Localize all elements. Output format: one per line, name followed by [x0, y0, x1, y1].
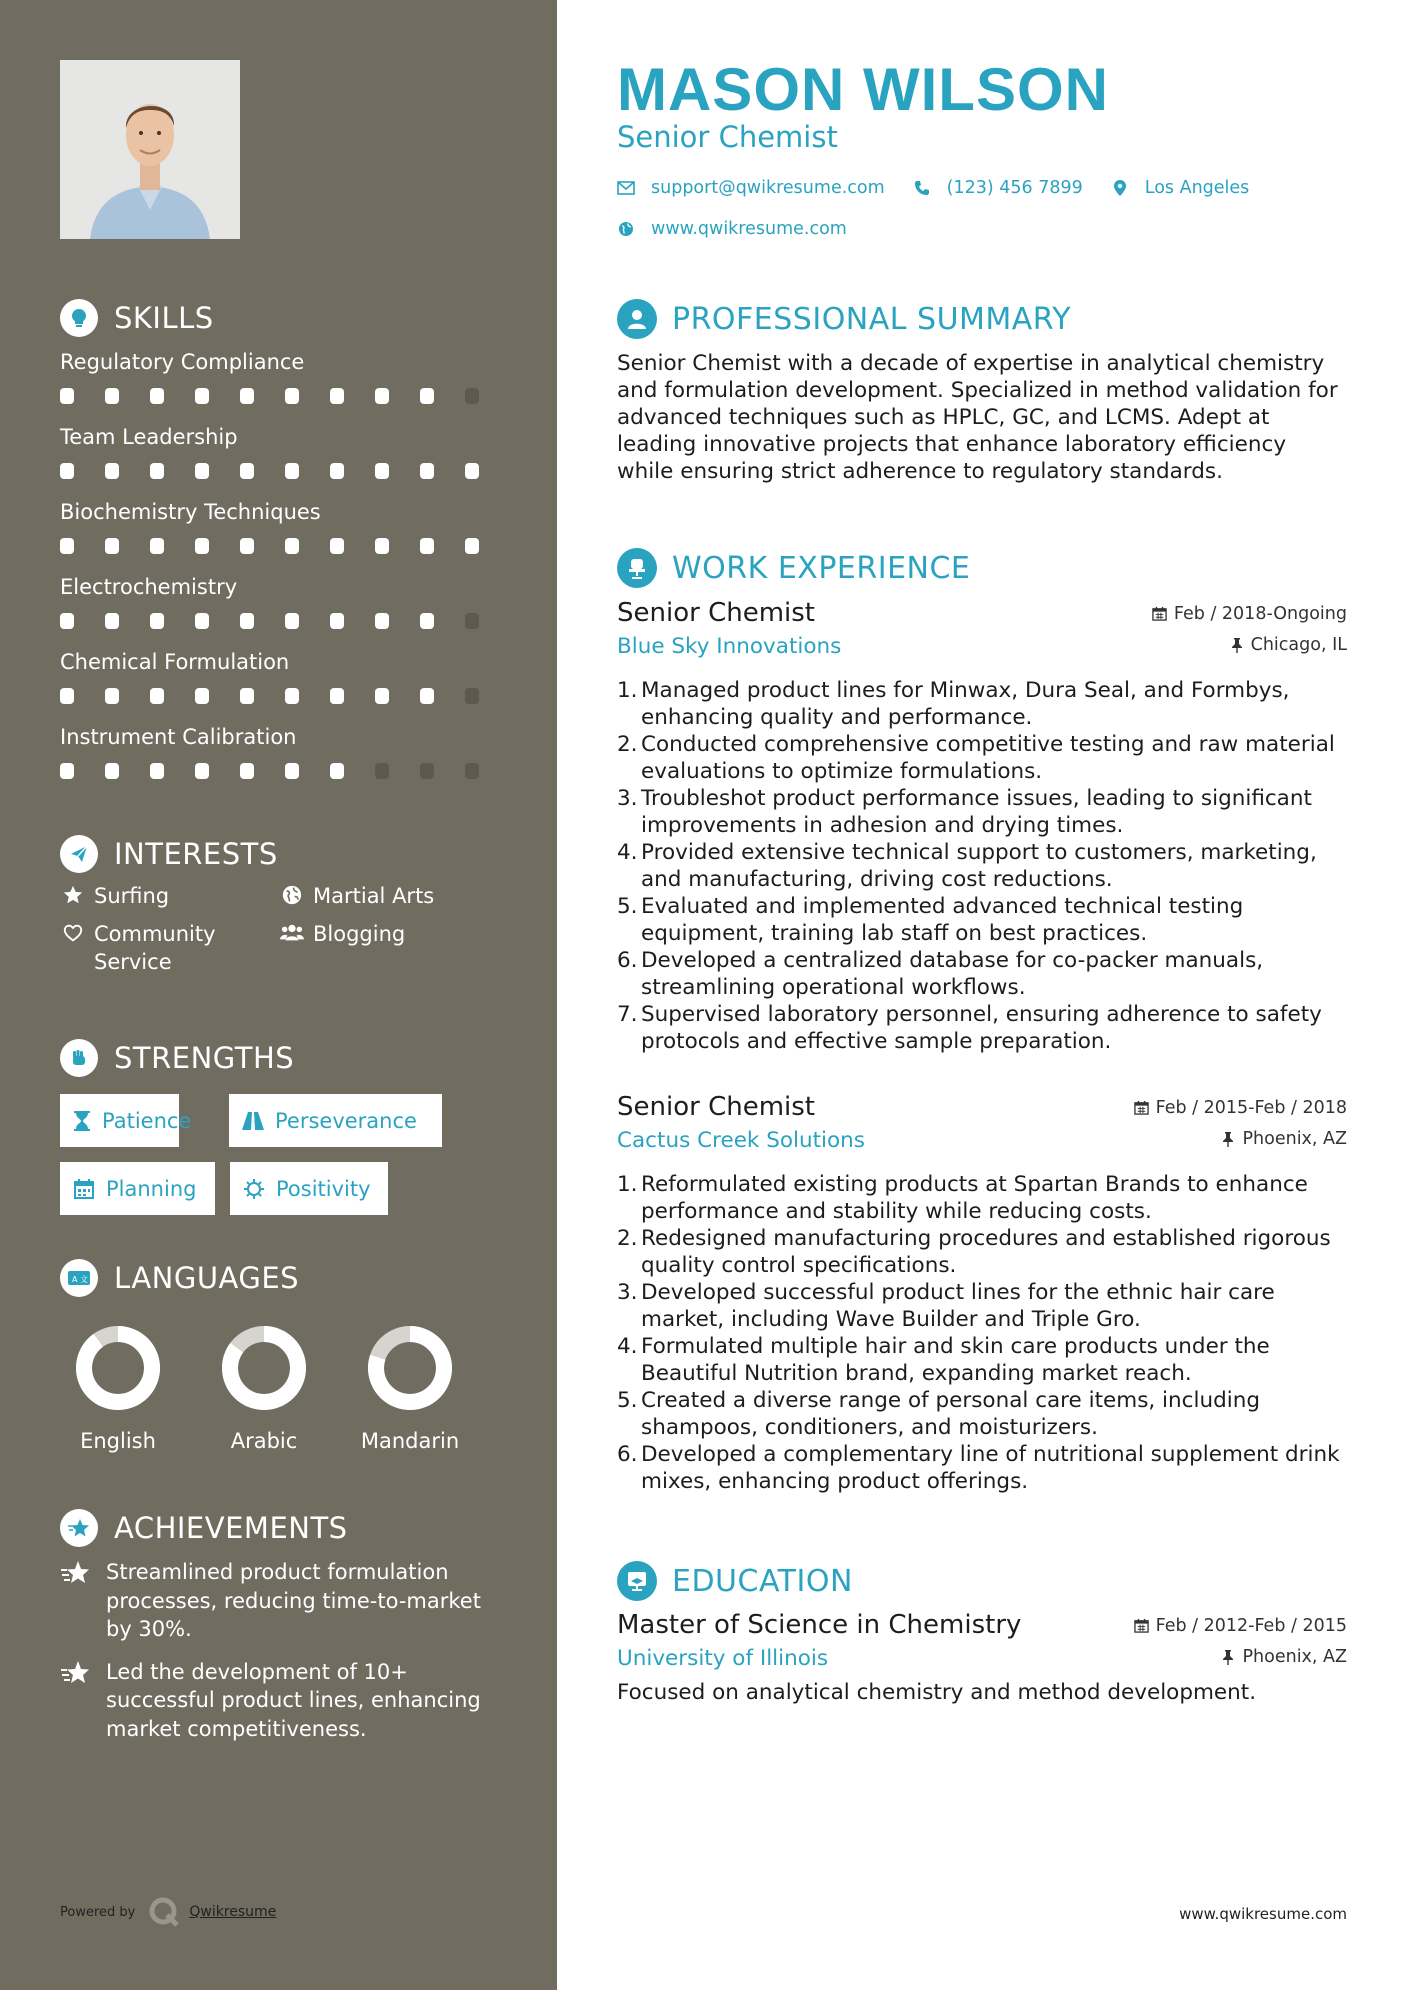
skill-dot-filled: [240, 613, 254, 629]
bullet-number: 5.: [617, 1388, 638, 1413]
bullet-text: Formulated multiple hair and skin care products under the Beautiful Nutrition brand, expanding market reach.: [641, 1334, 1270, 1386]
education-entry: [617, 1610, 1347, 1705]
job-location: [1220, 1129, 1347, 1149]
user-icon: [617, 299, 657, 339]
powered-by: [60, 1895, 276, 1929]
globe-icon: [279, 882, 305, 908]
achievements-title: ACHIEVEMENTS: [114, 1511, 348, 1545]
job-location-text: Phoenix, AZ: [1242, 1129, 1347, 1149]
interest-item: [279, 882, 499, 910]
job-title: Senior Chemist: [617, 1092, 815, 1122]
strengths-title: STRENGTHS: [114, 1041, 295, 1075]
strength-label: Planning: [106, 1176, 197, 1201]
skill-item: [60, 573, 510, 648]
interests-section: [60, 834, 510, 976]
language-donut: [367, 1325, 453, 1411]
language-donut-fill: [84, 1334, 152, 1402]
job-bullet: [617, 677, 1347, 731]
job-bullet: [617, 1001, 1347, 1055]
skill-dot-filled: [285, 763, 299, 779]
skill-dot-filled: [195, 538, 209, 554]
main-content: [617, 0, 1347, 1990]
achievements-section: [60, 1508, 510, 1757]
skill-dot-filled: [60, 763, 74, 779]
road-icon: [241, 1109, 265, 1133]
skill-dot-filled: [60, 388, 74, 404]
education-location-text: Phoenix, AZ: [1242, 1647, 1347, 1667]
powered-by-label: Powered by: [60, 1904, 136, 1920]
work-title: WORK EXPERIENCE: [672, 550, 971, 586]
bullet-text: Supervised laboratory personnel, ensuring adherence to safety protocols and effective sample preparation.: [641, 1002, 1322, 1054]
skill-dot-filled: [105, 538, 119, 554]
education-degree: Master of Science in Chemistry: [617, 1610, 1022, 1640]
education-description: Focused on analytical chemistry and method development.: [617, 1680, 1257, 1705]
strength-chip: [229, 1094, 442, 1147]
skill-name: Biochemistry Techniques: [60, 500, 321, 524]
skill-dot-filled: [195, 613, 209, 629]
contact-phone[interactable]: (123) 456 7899: [946, 178, 1083, 198]
fist-icon: [60, 1039, 98, 1077]
job-bullets: [617, 677, 1347, 1055]
language-donut: [75, 1325, 161, 1411]
skill-dot-filled: [150, 538, 164, 554]
skill-dot-filled: [285, 538, 299, 554]
job-title: Senior Chemist: [617, 598, 815, 628]
achievement-text: Streamlined product formulation processes, reducing time-to-market by 30%.: [106, 1560, 481, 1641]
bullet-text: Evaluated and implemented advanced technical testing equipment, training lab staff on best practices.: [641, 894, 1244, 946]
skills-header: [60, 298, 510, 338]
job-location: [1229, 635, 1347, 655]
profile-photo: [60, 60, 240, 239]
job-entry: [617, 598, 1347, 1055]
skill-dot-filled: [375, 538, 389, 554]
skill-dot-filled: [150, 463, 164, 479]
contact-email[interactable]: support@qwikresume.com: [651, 178, 885, 198]
bullet-number: 7.: [617, 1002, 638, 1027]
briefcase-chair-icon: [617, 548, 657, 588]
star-icon: [60, 882, 86, 908]
skill-dot-filled: [420, 388, 434, 404]
skill-dot-filled: [330, 388, 344, 404]
globe-icon: [617, 220, 635, 238]
interest-label: Surfing: [94, 884, 170, 908]
language-name: Arabic: [230, 1429, 298, 1453]
job-location-text: Chicago, IL: [1250, 635, 1347, 655]
skill-dot-filled: [420, 613, 434, 629]
achievement-text: Led the development of 10+ successful product lines, enhancing market competitiveness.: [106, 1659, 481, 1741]
interest-label: Martial Arts: [313, 884, 435, 908]
bullet-number: 4.: [617, 840, 638, 865]
skill-name: Electrochemistry: [60, 575, 238, 599]
skill-dot-filled: [105, 688, 119, 704]
paper-plane-icon: [60, 835, 98, 873]
strengths-section: [60, 1038, 510, 1214]
skill-dot-filled: [60, 538, 74, 554]
skill-dot-empty: [465, 388, 479, 404]
skill-dot-filled: [150, 763, 164, 779]
skill-rating: [60, 463, 510, 479]
bullet-number: 6.: [617, 948, 638, 973]
skill-dot-filled: [60, 463, 74, 479]
contact-row-website: [617, 219, 847, 239]
interest-label: Blogging: [313, 922, 406, 946]
summary-header: [617, 299, 1071, 339]
skill-dot-filled: [60, 688, 74, 704]
skill-dot-filled: [195, 388, 209, 404]
skill-dot-filled: [240, 463, 254, 479]
language-name: English: [80, 1429, 156, 1453]
map-pin-icon: [1111, 179, 1129, 197]
skill-dot-filled: [60, 613, 74, 629]
summary-text: Senior Chemist with a decade of expertise in analytical chemistry and formulation development. Specialized in method validation for advanced techniques such as HPLC, GC, and LCMS. Adept at leading innovative projects that enhance laboratory efficiency while ensuring strict adherence to regulatory standards.: [617, 351, 1338, 484]
skill-dot-filled: [240, 763, 254, 779]
achievements-header: [60, 1508, 510, 1548]
skill-dot-filled: [240, 388, 254, 404]
bullet-number: 2.: [617, 732, 638, 757]
skill-dot-empty: [375, 763, 389, 779]
strength-label: Patience: [102, 1108, 192, 1133]
bullet-text: Troubleshot product performance issues, leading to significant improvements in adhesion and drying times.: [641, 786, 1312, 838]
languages-title: LANGUAGES: [114, 1261, 300, 1295]
sidebar: [0, 0, 557, 1990]
skill-dot-filled: [285, 613, 299, 629]
job-bullet: [617, 785, 1347, 839]
skill-dot-filled: [240, 688, 254, 704]
interest-item: [279, 920, 499, 976]
bullet-number: 3.: [617, 786, 638, 811]
qwikresume-logo-icon: [147, 1895, 181, 1929]
work-header: [617, 548, 970, 588]
skill-dot-filled: [465, 463, 479, 479]
job-entry: [617, 1092, 1347, 1495]
interests-header: [60, 834, 510, 874]
skills-list: [60, 348, 510, 798]
job-bullet: [617, 731, 1347, 785]
interests-title: INTERESTS: [114, 837, 278, 871]
languages-list: [60, 1325, 510, 1453]
skill-dot-filled: [375, 388, 389, 404]
pushpin-icon: [1220, 1649, 1236, 1665]
bullet-number: 1.: [617, 1172, 638, 1197]
envelope-icon: [617, 179, 635, 197]
skill-dot-filled: [105, 463, 119, 479]
language-donut: [221, 1325, 307, 1411]
skills-section: [60, 298, 510, 798]
language-item: [199, 1325, 329, 1453]
svg-text:A: A: [72, 1275, 78, 1284]
skill-dot-filled: [195, 463, 209, 479]
job-company: Blue Sky Innovations: [617, 634, 842, 659]
lightbulb-icon: [60, 299, 98, 337]
skill-dot-filled: [420, 688, 434, 704]
skill-dot-filled: [150, 388, 164, 404]
job-bullet: [617, 839, 1347, 893]
calendar-icon: [72, 1177, 96, 1201]
skill-dot-empty: [465, 613, 479, 629]
contact-website[interactable]: www.qwikresume.com: [651, 219, 847, 239]
skills-title: SKILLS: [114, 301, 214, 335]
skill-dot-filled: [285, 388, 299, 404]
calendar-icon: [1134, 1618, 1150, 1634]
bullet-text: Conducted comprehensive competitive testing and raw material evaluations to optimize formulations.: [641, 732, 1335, 784]
job-bullet: [617, 1279, 1347, 1333]
job-bullet: [617, 1225, 1347, 1279]
strengths-header: [60, 1038, 510, 1078]
pushpin-icon: [1229, 637, 1245, 653]
skill-dot-filled: [285, 688, 299, 704]
bullet-text: Reformulated existing products at Spartan Brands to enhance performance and stability while reducing costs.: [641, 1172, 1308, 1224]
education-title: EDUCATION: [672, 1563, 853, 1599]
bullet-text: Provided extensive technical support to customers, marketing, and manufacturing, driving cost reductions.: [641, 840, 1317, 892]
star-burst-icon: [60, 1558, 92, 1588]
summary-title: PROFESSIONAL SUMMARY: [672, 301, 1072, 337]
job-bullet: [617, 1333, 1347, 1387]
strengths-chips: [60, 1094, 510, 1214]
bullet-number: 2.: [617, 1226, 638, 1251]
bullet-number: 3.: [617, 1280, 638, 1305]
skill-dot-filled: [105, 763, 119, 779]
bullet-number: 4.: [617, 1334, 638, 1359]
calendar-icon: [1152, 606, 1168, 622]
skill-item: [60, 723, 510, 798]
skill-dot-filled: [330, 688, 344, 704]
job-bullet: [617, 893, 1347, 947]
education-dates: [1134, 1616, 1347, 1636]
skill-dot-empty: [465, 688, 479, 704]
contact-row: [617, 178, 1249, 198]
bullet-text: Redesigned manufacturing procedures and established rigorous quality control specifications.: [641, 1226, 1331, 1278]
job-bullet: [617, 947, 1347, 1001]
skill-item: [60, 648, 510, 723]
education-location: [1220, 1647, 1347, 1667]
heart-icon: [60, 920, 86, 946]
qwikresume-link[interactable]: Qwikresume: [189, 1904, 277, 1920]
skill-name: Instrument Calibration: [60, 725, 297, 749]
skill-dot-filled: [330, 613, 344, 629]
skill-dot-filled: [420, 538, 434, 554]
strength-label: Perseverance: [275, 1108, 417, 1133]
bullet-text: Developed a centralized database for co-packer manuals, streamlining operational workflows.: [641, 948, 1264, 1000]
interest-label: Community Service: [94, 922, 216, 974]
hourglass-icon: [72, 1109, 92, 1133]
interest-item: [60, 882, 279, 910]
job-dates-text: Feb / 2018-Ongoing: [1173, 603, 1347, 624]
languages-section: [60, 1258, 510, 1453]
bullet-number: 1.: [617, 678, 638, 703]
skill-dot-filled: [330, 763, 344, 779]
language-item: [53, 1325, 183, 1453]
skill-dot-filled: [375, 463, 389, 479]
svg-text:文: 文: [80, 1275, 88, 1284]
candidate-role: Senior Chemist: [617, 120, 838, 154]
strength-chip: [60, 1094, 192, 1147]
bullet-text: Developed a complementary line of nutritional supplement drink mixes, enhancing product offerings.: [641, 1442, 1340, 1494]
skill-rating: [60, 538, 510, 554]
skill-name: Chemical Formulation: [60, 650, 290, 674]
skill-dot-filled: [105, 388, 119, 404]
job-company: Cactus Creek Solutions: [617, 1128, 866, 1153]
language-name: Mandarin: [360, 1429, 460, 1453]
skill-dot-filled: [150, 613, 164, 629]
skill-rating: [60, 388, 510, 404]
interest-item: [60, 920, 279, 976]
skill-item: [60, 348, 510, 423]
pushpin-icon: [1220, 1131, 1236, 1147]
job-dates: [1134, 1098, 1347, 1118]
skill-rating: [60, 763, 510, 779]
job-dates-text: Feb / 2015-Feb / 2018: [1155, 1097, 1347, 1118]
achievements-list: [60, 1558, 510, 1743]
candidate-name: MASON WILSON: [617, 56, 1109, 123]
skill-dot-empty: [420, 763, 434, 779]
skill-dot-filled: [375, 613, 389, 629]
skill-dot-filled: [105, 613, 119, 629]
skill-rating: [60, 688, 510, 704]
skill-dot-filled: [465, 538, 479, 554]
languages-header: [60, 1258, 510, 1298]
job-bullet: [617, 1171, 1347, 1225]
bullet-text: Managed product lines for Minwax, Dura Seal, and Formbys, enhancing quality and performance.: [641, 678, 1290, 730]
language-icon: [60, 1259, 98, 1297]
language-item: [345, 1325, 475, 1453]
strength-chip: [60, 1162, 215, 1215]
skill-dot-filled: [285, 463, 299, 479]
skill-item: [60, 498, 510, 573]
star-burst-icon: [60, 1658, 92, 1688]
bullet-text: Created a diverse range of personal care items, including shampoos, conditioners, and moisturizers.: [641, 1388, 1260, 1440]
users-icon: [279, 920, 305, 946]
interests-grid: [60, 882, 510, 976]
strength-chip: [230, 1162, 388, 1215]
achievement-item: [60, 1558, 510, 1644]
skill-dot-empty: [465, 763, 479, 779]
calendar-icon: [1134, 1100, 1150, 1116]
skill-dot-filled: [195, 763, 209, 779]
bullet-text: Developed successful product lines for the ethnic hair care market, including Wave Builder and Triple Gro.: [641, 1280, 1275, 1332]
skill-name: Regulatory Compliance: [60, 350, 305, 374]
trophy-star-icon: [60, 1509, 98, 1547]
skill-dot-filled: [330, 463, 344, 479]
skill-rating: [60, 613, 510, 629]
education-school: University of Illinois: [617, 1646, 829, 1671]
education-header: [617, 1561, 853, 1601]
skill-dot-filled: [240, 538, 254, 554]
skill-item: [60, 423, 510, 498]
bullet-number: 6.: [617, 1442, 638, 1467]
contact-location: Los Angeles: [1144, 178, 1250, 198]
skill-dot-filled: [195, 688, 209, 704]
achievement-item: [60, 1658, 510, 1744]
skill-name: Team Leadership: [60, 425, 238, 449]
phone-icon: [913, 179, 931, 197]
skill-dot-filled: [330, 538, 344, 554]
bullet-number: 5.: [617, 894, 638, 919]
sun-icon: [242, 1177, 266, 1201]
job-bullets: [617, 1171, 1347, 1495]
footer-url[interactable]: www.qwikresume.com: [1179, 1905, 1347, 1923]
graduation-cap-icon: [617, 1561, 657, 1601]
job-dates: [1152, 604, 1347, 624]
job-bullet: [617, 1441, 1347, 1495]
skill-dot-filled: [375, 688, 389, 704]
skill-dot-filled: [420, 463, 434, 479]
job-bullet: [617, 1387, 1347, 1441]
education-dates-text: Feb / 2012-Feb / 2015: [1155, 1615, 1347, 1636]
strength-label: Positivity: [276, 1176, 371, 1201]
skill-dot-filled: [150, 688, 164, 704]
